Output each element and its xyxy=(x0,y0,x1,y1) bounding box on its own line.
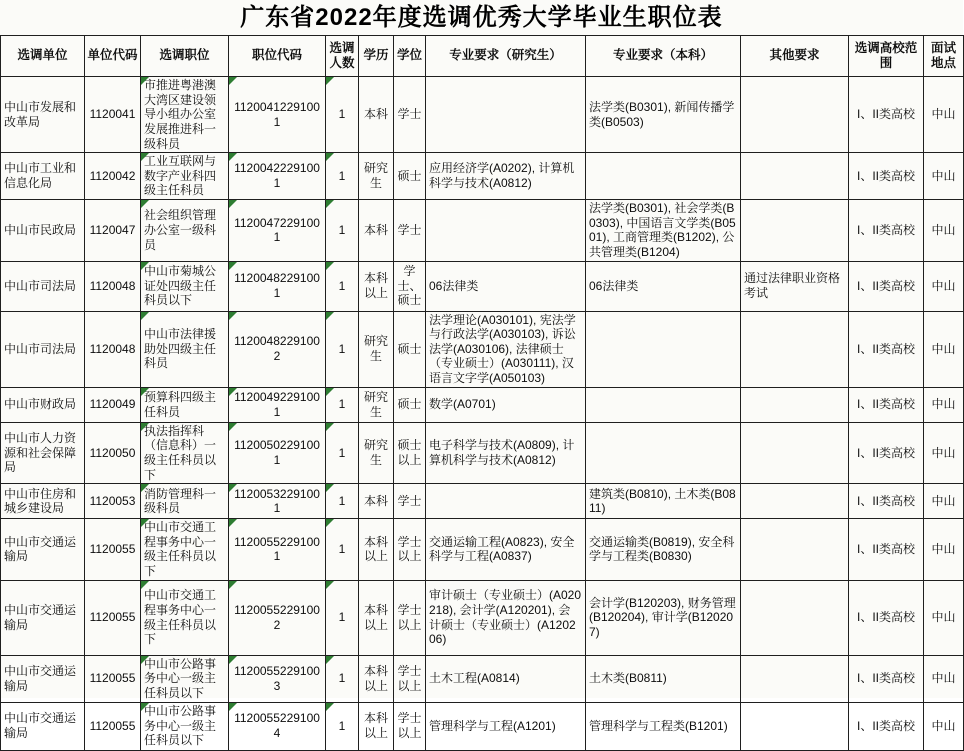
cell-flag-triangle-icon xyxy=(229,77,237,85)
cell-degree: 硕士以上 xyxy=(394,422,426,484)
cell-flag-triangle-icon xyxy=(229,581,237,589)
cell-major-undergraduate: 法学类(B0301), 社会学类(B0303), 中国语言文学类(B0501), 工商管理类(B1202), 公共管理类(B1204) xyxy=(586,200,741,262)
cell-position: 中山市法律援助处四级主任科员 xyxy=(141,311,229,387)
cell-count: 1 xyxy=(326,200,359,262)
cell-count: 1 xyxy=(326,387,359,422)
cell-position: 社会组织管理办公室一级科员 xyxy=(141,200,229,262)
cell-flag-triangle-icon xyxy=(141,153,149,161)
cell-flag-triangle-icon xyxy=(326,388,334,396)
cell-count: 1 xyxy=(326,153,359,200)
cell-unit-code: 1120048 xyxy=(85,261,141,311)
table-row xyxy=(1,153,964,200)
cell-unit-code: 1120055 xyxy=(85,580,141,655)
table-row xyxy=(1,422,964,484)
cell-unit-code: 1120050 xyxy=(85,422,141,484)
cell-unit-code: 1120055 xyxy=(85,702,141,750)
cell-major-graduate: 06法律类 xyxy=(426,261,586,311)
column-header-unit-code: 单位代码 xyxy=(85,36,141,77)
cell-flag-triangle-icon xyxy=(141,703,149,711)
cell-education: 本科 xyxy=(359,484,394,519)
cell-major-undergraduate: 法学类(B0301), 新闻传播学类(B0503) xyxy=(586,77,741,153)
cell-position: 中山市交通工程事务中心一级主任科员以下 xyxy=(141,519,229,581)
cell-education: 本科以上 xyxy=(359,655,394,702)
cell-interview-location: 中山 xyxy=(924,387,964,422)
cell-degree: 学士 xyxy=(394,77,426,153)
cell-other-requirements xyxy=(741,311,849,387)
cell-degree: 学士以上 xyxy=(394,702,426,750)
cell-major-undergraduate: 交通运输类(B0819), 安全科学与工程类(B0830) xyxy=(586,519,741,581)
cell-school-scope: I、II类高校 xyxy=(849,655,924,702)
cell-other-requirements xyxy=(741,655,849,702)
cell-interview-location: 中山 xyxy=(924,77,964,153)
cell-school-scope: I、II类高校 xyxy=(849,77,924,153)
cell-flag-triangle-icon xyxy=(229,312,237,320)
cell-flag-triangle-icon xyxy=(141,262,149,270)
cell-interview-location: 中山 xyxy=(924,311,964,387)
cell-major-graduate: 法学理论(A030101), 宪法学与行政法学(A030103), 诉讼法学(A030106), 法律硕士（专业硕士）(A030111), 汉语言文字学(A050103) xyxy=(426,311,586,387)
cell-education: 本科 xyxy=(359,200,394,262)
table-row xyxy=(1,200,964,262)
cell-major-graduate: 管理科学与工程(A1201) xyxy=(426,702,586,750)
cell-unit: 中山市财政局 xyxy=(1,387,85,422)
cell-degree: 学士 xyxy=(394,484,426,519)
cell-school-scope: I、II类高校 xyxy=(849,153,924,200)
cell-position: 消防管理科一级科员 xyxy=(141,484,229,519)
cell-unit: 中山市交通运输局 xyxy=(1,702,85,750)
column-header-major-graduate: 专业要求（研究生） xyxy=(426,36,586,77)
cell-flag-triangle-icon xyxy=(229,484,237,492)
cell-position-code: 11200482291002 xyxy=(229,311,326,387)
cell-flag-triangle-icon xyxy=(229,388,237,396)
cell-flag-triangle-icon xyxy=(326,423,334,431)
cell-flag-triangle-icon xyxy=(141,581,149,589)
cell-degree: 硕士 xyxy=(394,311,426,387)
cell-major-undergraduate: 管理科学与工程类(B1201) xyxy=(586,702,741,750)
cell-education: 本科以上 xyxy=(359,519,394,581)
cell-school-scope: I、II类高校 xyxy=(849,422,924,484)
cell-other-requirements xyxy=(741,519,849,581)
cell-flag-triangle-icon xyxy=(141,200,149,208)
cell-flag-triangle-icon xyxy=(141,77,149,85)
cell-major-undergraduate: 06法律类 xyxy=(586,261,741,311)
cell-unit-code: 1120053 xyxy=(85,484,141,519)
table-row xyxy=(1,261,964,311)
cell-education: 本科 xyxy=(359,77,394,153)
table-row xyxy=(1,484,964,519)
cell-flag-triangle-icon xyxy=(229,703,237,711)
cell-degree: 硕士 xyxy=(394,387,426,422)
column-header-education: 学历 xyxy=(359,36,394,77)
cell-major-graduate xyxy=(426,77,586,153)
column-header-position: 选调职位 xyxy=(141,36,229,77)
cell-flag-triangle-icon xyxy=(326,581,334,589)
cell-school-scope: I、II类高校 xyxy=(849,702,924,750)
cell-education: 研究生 xyxy=(359,153,394,200)
cell-count: 1 xyxy=(326,311,359,387)
cell-other-requirements xyxy=(741,422,849,484)
cell-count: 1 xyxy=(326,422,359,484)
cell-major-undergraduate xyxy=(586,422,741,484)
cell-unit-code: 1120048 xyxy=(85,311,141,387)
cell-flag-triangle-icon xyxy=(326,312,334,320)
cell-degree: 学士、硕士 xyxy=(394,261,426,311)
cell-unit-code: 1120042 xyxy=(85,153,141,200)
cell-flag-triangle-icon xyxy=(326,200,334,208)
page-title: 广东省2022年度选调优秀大学毕业生职位表 xyxy=(240,4,723,31)
cell-other-requirements xyxy=(741,77,849,153)
cell-position: 中山市交通工程事务中心一级主任科员以下 xyxy=(141,580,229,655)
cell-interview-location: 中山 xyxy=(924,519,964,581)
column-header-degree: 学位 xyxy=(394,36,426,77)
cell-count: 1 xyxy=(326,580,359,655)
cell-position-code: 11200422291001 xyxy=(229,153,326,200)
cell-school-scope: I、II类高校 xyxy=(849,311,924,387)
cell-flag-triangle-icon xyxy=(326,153,334,161)
cell-school-scope: I、II类高校 xyxy=(849,387,924,422)
cell-flag-triangle-icon xyxy=(141,484,149,492)
cell-count: 1 xyxy=(326,519,359,581)
cell-major-graduate: 电子科学与技术(A0809), 计算机科学与技术(A0812) xyxy=(426,422,586,484)
cell-position-code: 11200552291002 xyxy=(229,580,326,655)
cell-interview-location: 中山 xyxy=(924,153,964,200)
cell-unit: 中山市住房和城乡建设局 xyxy=(1,484,85,519)
column-header-count: 选调人数 xyxy=(326,36,359,77)
cell-major-graduate: 应用经济学(A0202), 计算机科学与技术(A0812) xyxy=(426,153,586,200)
cell-position: 预算科四级主任科员 xyxy=(141,387,229,422)
cell-major-undergraduate: 土木类(B0811) xyxy=(586,655,741,702)
cell-flag-triangle-icon xyxy=(141,656,149,664)
cell-education: 研究生 xyxy=(359,422,394,484)
cell-unit-code: 1120049 xyxy=(85,387,141,422)
cell-position: 工业互联网与数字产业科四级主任科员 xyxy=(141,153,229,200)
cell-education: 研究生 xyxy=(359,387,394,422)
cell-unit: 中山市人力资源和社会保障局 xyxy=(1,422,85,484)
cell-education: 本科以上 xyxy=(359,702,394,750)
cell-other-requirements xyxy=(741,484,849,519)
cell-education: 研究生 xyxy=(359,311,394,387)
cell-position-code: 11200552291004 xyxy=(229,702,326,750)
cell-other-requirements xyxy=(741,153,849,200)
cell-education: 本科以上 xyxy=(359,580,394,655)
cell-major-undergraduate: 建筑类(B0810), 土木类(B0811) xyxy=(586,484,741,519)
cell-unit: 中山市工业和信息化局 xyxy=(1,153,85,200)
cell-flag-triangle-icon xyxy=(326,262,334,270)
cell-unit: 中山市司法局 xyxy=(1,311,85,387)
cell-major-undergraduate xyxy=(586,311,741,387)
cell-flag-triangle-icon xyxy=(141,388,149,396)
cell-unit: 中山市交通运输局 xyxy=(1,580,85,655)
cell-position: 市推进粤港澳大湾区建设领导小组办公室发展推进科一级科员 xyxy=(141,77,229,153)
cell-position-code: 11200472291001 xyxy=(229,200,326,262)
cell-count: 1 xyxy=(326,655,359,702)
cell-degree: 学士以上 xyxy=(394,655,426,702)
cell-major-graduate xyxy=(426,484,586,519)
cell-major-graduate: 数学(A0701) xyxy=(426,387,586,422)
cell-unit: 中山市发展和改革局 xyxy=(1,77,85,153)
cell-position: 中山市菊城公证处四级主任科员以下 xyxy=(141,261,229,311)
cell-unit: 中山市民政局 xyxy=(1,200,85,262)
cell-major-graduate: 审计硕士（专业硕士）(A020218), 会计学(A120201), 会计硕士（专业硕士）(A120206) xyxy=(426,580,586,655)
cell-flag-triangle-icon xyxy=(229,519,237,527)
cell-school-scope: I、II类高校 xyxy=(849,261,924,311)
cell-flag-triangle-icon xyxy=(229,423,237,431)
column-header-school-scope: 选调高校范围 xyxy=(849,36,924,77)
cell-position: 中山市公路事务中心一级主任科员以下 xyxy=(141,702,229,750)
cell-unit: 中山市司法局 xyxy=(1,261,85,311)
cell-count: 1 xyxy=(326,77,359,153)
cell-count: 1 xyxy=(326,484,359,519)
table-row xyxy=(1,519,964,581)
cell-major-undergraduate xyxy=(586,387,741,422)
table-row xyxy=(1,580,964,655)
cell-other-requirements xyxy=(741,200,849,262)
cell-position-code: 11200412291001 xyxy=(229,77,326,153)
cell-flag-triangle-icon xyxy=(141,519,149,527)
table-row xyxy=(1,311,964,387)
cell-unit: 中山市交通运输局 xyxy=(1,655,85,702)
cell-position-code: 11200552291001 xyxy=(229,519,326,581)
table-row xyxy=(1,387,964,422)
cell-flag-triangle-icon xyxy=(326,703,334,711)
cell-unit-code: 1120055 xyxy=(85,655,141,702)
column-header-unit: 选调单位 xyxy=(1,36,85,77)
cell-unit-code: 1120041 xyxy=(85,77,141,153)
cell-education: 本科以上 xyxy=(359,261,394,311)
cell-flag-triangle-icon xyxy=(141,423,149,431)
cell-major-graduate: 土木工程(A0814) xyxy=(426,655,586,702)
cell-major-graduate xyxy=(426,200,586,262)
cell-position-code: 11200482291001 xyxy=(229,261,326,311)
cell-other-requirements xyxy=(741,580,849,655)
cell-interview-location: 中山 xyxy=(924,200,964,262)
cell-position: 执法指挥科（信息科）一级主任科员以下 xyxy=(141,422,229,484)
cell-degree: 学士 xyxy=(394,200,426,262)
cell-degree: 学士以上 xyxy=(394,580,426,655)
cell-interview-location: 中山 xyxy=(924,422,964,484)
cell-interview-location: 中山 xyxy=(924,655,964,702)
cell-count: 1 xyxy=(326,702,359,750)
cell-position-code: 11200502291001 xyxy=(229,422,326,484)
column-header-position-code: 职位代码 xyxy=(229,36,326,77)
cell-flag-triangle-icon xyxy=(326,77,334,85)
table-row xyxy=(1,702,964,750)
position-table xyxy=(0,35,964,751)
cell-other-requirements xyxy=(741,387,849,422)
cell-degree: 学士以上 xyxy=(394,519,426,581)
cell-degree: 硕士 xyxy=(394,153,426,200)
cell-position: 中山市公路事务中心一级主任科员以下 xyxy=(141,655,229,702)
cell-major-graduate: 交通运输工程(A0823), 安全科学与工程(A0837) xyxy=(426,519,586,581)
cell-school-scope: I、II类高校 xyxy=(849,200,924,262)
cell-flag-triangle-icon xyxy=(326,484,334,492)
cell-other-requirements xyxy=(741,702,849,750)
cell-flag-triangle-icon xyxy=(326,519,334,527)
table-header-row xyxy=(1,36,964,77)
cell-major-undergraduate xyxy=(586,153,741,200)
cell-position-code: 11200492291001 xyxy=(229,387,326,422)
cell-flag-triangle-icon xyxy=(229,153,237,161)
table-row xyxy=(1,77,964,153)
cell-interview-location: 中山 xyxy=(924,580,964,655)
cell-school-scope: I、II类高校 xyxy=(849,484,924,519)
column-header-major-undergraduate: 专业要求（本科） xyxy=(586,36,741,77)
column-header-other-requirements: 其他要求 xyxy=(741,36,849,77)
cell-interview-location: 中山 xyxy=(924,484,964,519)
cell-position-code: 11200532291001 xyxy=(229,484,326,519)
cell-count: 1 xyxy=(326,261,359,311)
cell-flag-triangle-icon xyxy=(229,656,237,664)
cell-interview-location: 中山 xyxy=(924,702,964,750)
cell-major-undergraduate: 会计学(B120203), 财务管理(B120204), 审计学(B120207) xyxy=(586,580,741,655)
table-row xyxy=(1,655,964,702)
cell-unit-code: 1120055 xyxy=(85,519,141,581)
cell-flag-triangle-icon xyxy=(141,312,149,320)
cell-school-scope: I、II类高校 xyxy=(849,519,924,581)
cell-position-code: 11200552291003 xyxy=(229,655,326,702)
cell-other-requirements: 通过法律职业资格考试 xyxy=(741,261,849,311)
cell-interview-location: 中山 xyxy=(924,261,964,311)
cell-flag-triangle-icon xyxy=(326,656,334,664)
cell-flag-triangle-icon xyxy=(229,200,237,208)
cell-unit-code: 1120047 xyxy=(85,200,141,262)
cell-school-scope: I、II类高校 xyxy=(849,580,924,655)
cell-unit: 中山市交通运输局 xyxy=(1,519,85,581)
cell-flag-triangle-icon xyxy=(229,262,237,270)
column-header-interview-location: 面试地点 xyxy=(924,36,964,77)
